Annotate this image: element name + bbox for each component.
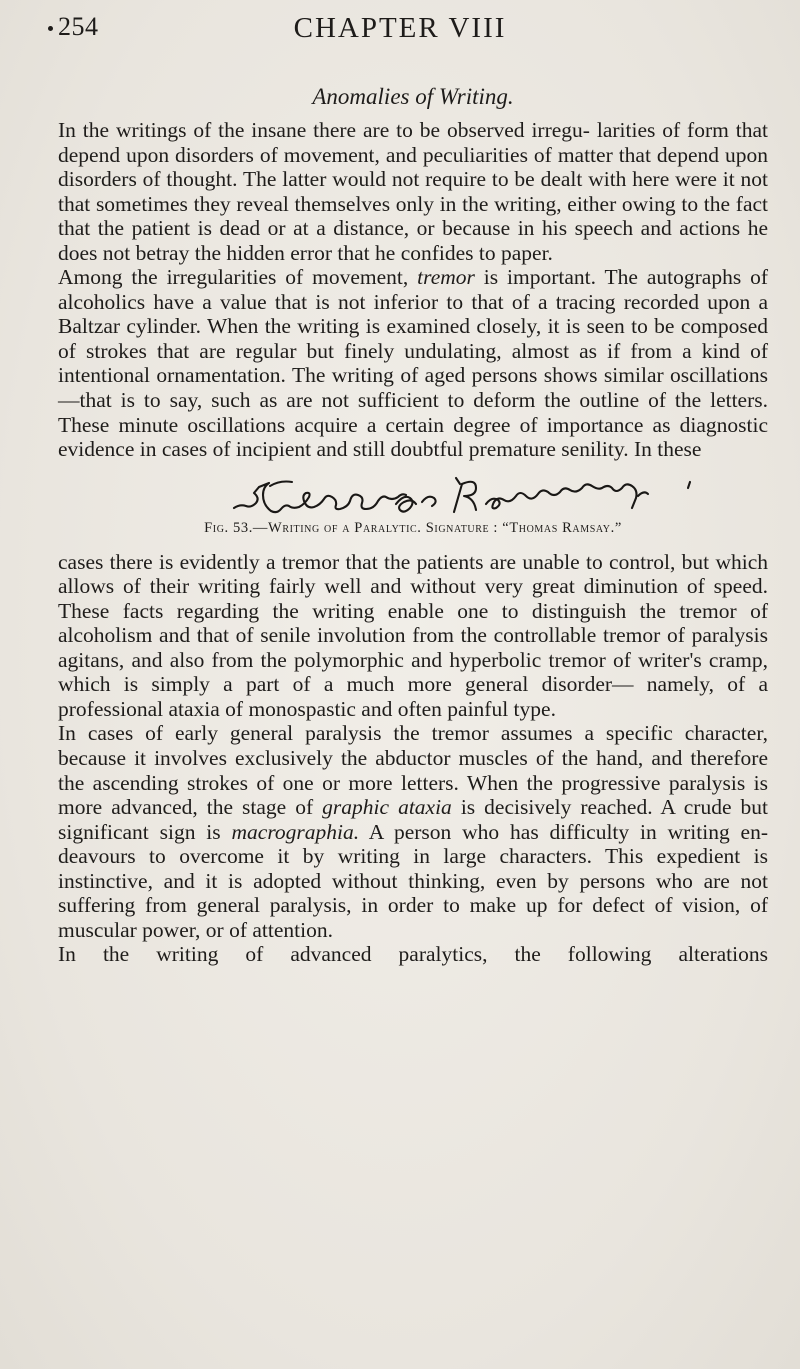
page-header — [0, 12, 800, 52]
paragraph-4-emphasis-macrographia: macrographia. — [231, 819, 360, 844]
section-title: Anomalies of Writing. — [312, 84, 514, 109]
paragraph-2-text-a: Among the irregularities of movement, — [58, 265, 418, 290]
running-head: CHAPTER VIII — [293, 12, 507, 44]
paragraph-5: In the writing of advanced paralytics, the following alterations — [58, 942, 768, 967]
paragraph-4-text-a: In cases of early general paralysis the tremor assumes a specific character, because it involves exclusively the abductor muscles of the hand, and therefore the ascending strokes of one or more letters. When the progressive paralysis is more advanced, the stage of — [58, 721, 768, 820]
handwritten-signature — [58, 472, 768, 516]
figure-53 — [58, 472, 768, 542]
paragraph-2-text-b: is important. The autographs of alcoholics have a value that is not inferior to that of a tracing recorded upon a Baltzar cylinder. When the writing is examined closely, it is seen to be composed of strokes that are regular but finely undulating, almost as if from a kind of intentional ornamentation. The writing of aged persons shows similar oscillations—that is to say, such as are not sufficient to deform the outline of the letters. These minute oscillations acquire a certain degree of importance as diagnostic evidence in cases of incipient and still doubtful premature senility. In these — [58, 265, 768, 462]
paragraph-4-text-b: is decisively reached. A crude but significant sign is — [58, 795, 768, 844]
paragraph-4 — [58, 721, 768, 942]
paragraph-4-text-c: A person who has difficulty in writing en- deavours to overcome it by writing in large characters. This expedient is instinctive, and it is adopted without thinking, even by persons who are not suffering from general paralysis, in order to make up for defect of vision, of muscular power, or of attention. — [58, 819, 768, 942]
paragraph-1: In the writings of the insane there are to be observed irregu- larities of form that depend upon disorders of movement, and peculiarities of matter that depend upon disorders of thought. The latter would not require to be dealt with here were it not that sometimes they reveal themselves only in the writing, either owing to the fact that the patient is dead or at a distance, or because in his speech and actions he does not betray the hidden error that he confides to paper. — [58, 118, 768, 265]
paragraph-3: cases there is evidently a tremor that the patients are unable to control, but which allows of their writing fairly well and without very great diminution of speed. These facts regarding the writing enable one to distinguish the tremor of alcoholism and that of senile involution from the controllable tremor of paralysis agitans, and also from the polymorphic and hyperbolic tremor of writer's cramp, which is simply a part of a much more general disorder— namely, of a professional ataxia of monospastic and often painful type. — [58, 549, 768, 721]
paragraph-2 — [58, 265, 768, 461]
page-number: 254 — [58, 12, 99, 41]
body-text — [58, 82, 768, 967]
paragraph-4-emphasis-graphic-ataxia: graphic ataxia — [322, 795, 452, 820]
paragraph-2-emphasis: tremor — [417, 265, 475, 290]
figure-caption: Fig. 53.—Writing of a Paralytic. Signature : “Thomas Ramsay.” — [204, 519, 622, 536]
